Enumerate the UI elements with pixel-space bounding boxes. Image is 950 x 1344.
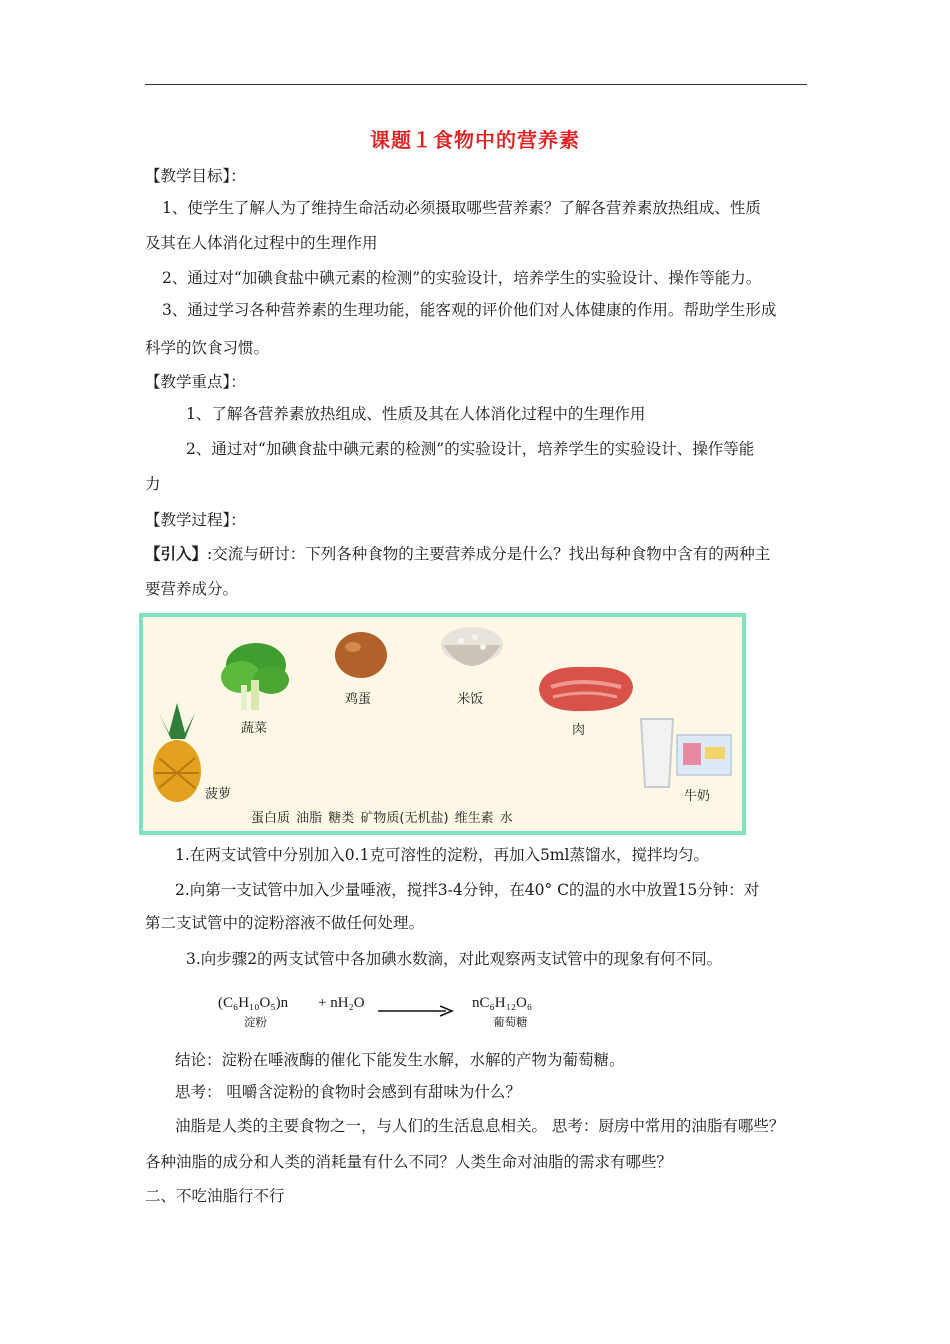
vegetable-icon — [211, 635, 301, 715]
intro-text: :交流与研讨：下列各种食物的主要营养成分是什么？找出每种食物中含有的两种主 — [207, 545, 771, 563]
section-heading-2: 二、不吃油脂行不行 — [145, 1187, 285, 1205]
intro-line-2: 要营养成分。 — [145, 580, 239, 598]
rice-icon — [439, 623, 505, 681]
equation-reactant: (C₆H₁₀O₅)n — [218, 995, 289, 1011]
equation-reactant-name: 淀粉 — [244, 1015, 267, 1029]
conclusion: 结论：淀粉在唾液酶的催化下能发生水解，水解的产物为葡萄糖。 — [175, 1051, 625, 1069]
objectives-heading: 【教学目标】： — [145, 167, 246, 185]
header-rule — [145, 84, 807, 85]
equation-product-name: 葡萄糖 — [493, 1015, 528, 1029]
key-point-2-line-2: 力 — [145, 475, 161, 493]
oil-paragraph-line-2: 各种油脂的成分和人类的消耗量有什么不同？人类生命对油脂的需求有哪些？ — [145, 1153, 673, 1171]
key-points-heading: 【教学重点】： — [145, 373, 246, 391]
objective-3-line-1: 3、通过学习各种营养素的生理功能，能客观的评价他们对人体健康的作用。帮助学生形成 — [162, 301, 777, 319]
meat-icon — [531, 659, 641, 719]
intro-label: 【引入】 — [145, 544, 208, 563]
step-2-line-2: 第二支试管中的淀粉溶液不做任何处理。 — [145, 914, 425, 932]
reaction-arrow-icon — [378, 1004, 454, 1018]
label-pineapple: 菠萝 — [205, 787, 232, 802]
milk-glass-icon — [637, 717, 677, 789]
page-title: 课题１食物中的营养素 — [370, 128, 580, 152]
objective-3-line-2: 科学的饮食习惯。 — [145, 339, 270, 357]
pineapple-icon — [149, 703, 205, 803]
label-nutrients: 蛋白质 油脂 糖类 矿物质(无机盐) 维生素 水 — [251, 811, 513, 826]
label-egg: 鸡蛋 — [345, 692, 372, 707]
question: 思考： 咀嚼含淀粉的食物时会感到有甜味为什么？ — [175, 1083, 521, 1101]
objective-1-line-1: 1、使学生了解人为了维持生命活动必须摄取哪些营养素？了解各营养素放热组成、性质 — [162, 199, 761, 217]
objective-2: 2、通过对“加碘食盐中碘元素的检测”的实验设计，培养学生的实验设计、操作等能力。 — [162, 269, 762, 287]
egg-icon — [331, 627, 391, 683]
milk-carton-icon — [673, 729, 735, 779]
step-2-line-1: 2.向第一支试管中加入少量唾液，搅拌3-4分钟，在40° C的温的水中放置15分钟：对 — [175, 881, 760, 899]
step-1: 1.在两支试管中分别加入0.1克可溶性的淀粉，再加入5ml蒸馏水，搅拌均匀。 — [175, 846, 709, 864]
label-milk: 牛奶 — [684, 789, 711, 804]
oil-paragraph-line-1: 油脂是人类的主要食物之一，与人们的生活息息相关。 思考：厨房中常用的油脂有哪些？ — [175, 1117, 785, 1135]
label-meat: 肉 — [572, 723, 586, 738]
food-figure — [139, 613, 746, 835]
label-rice: 米饭 — [457, 692, 484, 707]
key-point-2-line-1: 2、通过对“加碘食盐中碘元素的检测”的实验设计，培养学生的实验设计、操作等能 — [186, 440, 755, 458]
equation-water: + nH₂O — [318, 995, 365, 1011]
equation-product: nC₆H₁₂O₆ — [472, 995, 533, 1011]
process-heading: 【教学过程】： — [145, 511, 246, 529]
objective-1-line-2: 及其在人体消化过程中的生理作用 — [145, 234, 378, 252]
intro-line-1 — [145, 544, 770, 564]
step-3: 3.向步骤2的两支试管中各加碘水数滴，对此观察两支试管中的现象有何不同。 — [186, 950, 723, 968]
label-vegetable: 蔬菜 — [241, 721, 268, 736]
key-point-1: 1、了解各营养素放热组成、性质及其在人体消化过程中的生理作用 — [186, 405, 646, 423]
